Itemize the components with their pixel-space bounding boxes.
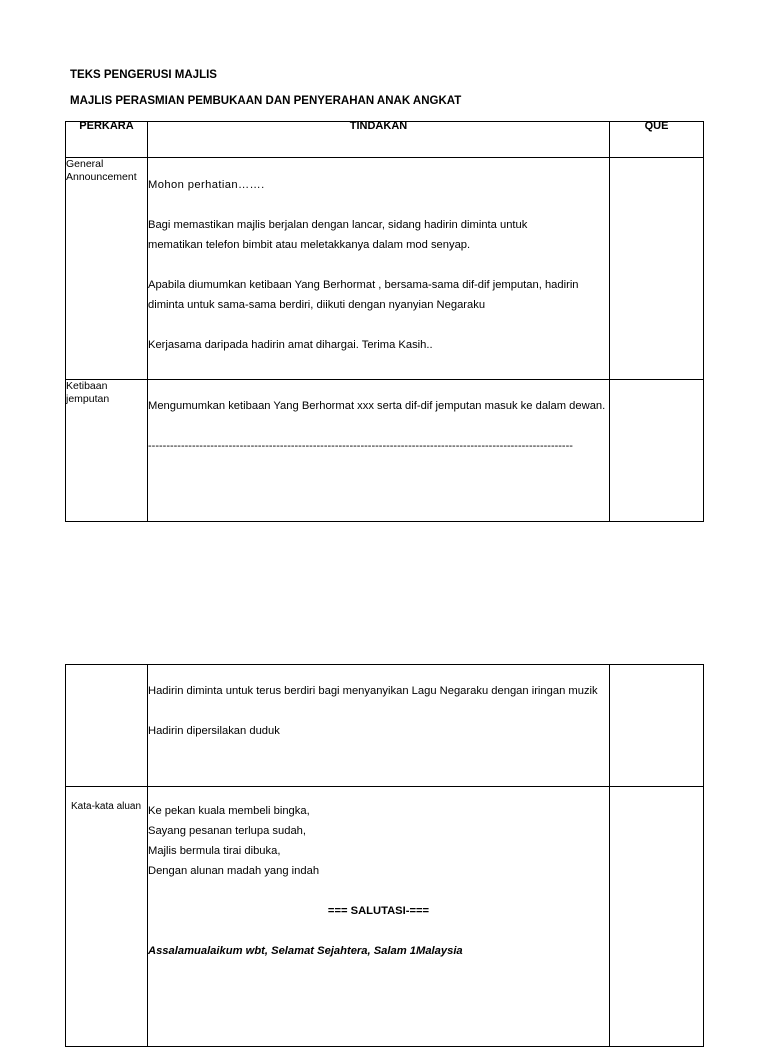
column-header-perkara: PERKARA	[66, 122, 148, 158]
tindakan-text: Kerjasama daripada hadirin amat dihargai. Terima Kasih..	[148, 339, 433, 351]
dotted-line: --------------------------------------------------------------------------------------------------------------------	[148, 440, 573, 452]
que-cell	[610, 787, 704, 1047]
tindakan-text: Apabila diumumkan ketibaan Yang Berhormat , bersama-sama dif-dif jemputan, hadirin	[148, 279, 579, 291]
tindakan-text: mematikan telefon bimbit atau meletakkanya dalam mod senyap.	[148, 239, 471, 251]
perkara-label: Announcement	[66, 171, 137, 183]
table-header-row	[66, 122, 704, 158]
tindakan-cell	[148, 380, 610, 522]
tindakan-cell	[148, 787, 610, 1047]
table-row	[66, 665, 704, 787]
que-cell	[610, 665, 704, 787]
tindakan-text: Mohon perhatian…….	[148, 179, 265, 191]
pantun-line: Dengan alunan madah yang indah	[148, 865, 320, 877]
tindakan-text: Mengumumkan ketibaan Yang Berhormat xxx serta dif-dif jemputan masuk ke dalam dewan.	[148, 400, 606, 412]
program-table-2	[65, 664, 704, 1047]
program-table-1	[65, 121, 704, 522]
tindakan-text: Hadirin diminta untuk terus berdiri bagi menyanyikan Lagu Negaraku dengan iringan muzik	[148, 685, 598, 697]
que-cell	[610, 380, 704, 522]
salutation-heading: === SALUTASI-===	[327, 905, 430, 917]
perkara-cell	[66, 380, 148, 522]
que-cell	[610, 158, 704, 380]
tindakan-cell	[148, 665, 610, 787]
pantun-line: Sayang pesanan terlupa sudah,	[148, 825, 306, 837]
table-row	[66, 158, 704, 380]
perkara-cell	[66, 158, 148, 380]
column-header-tindakan: TINDAKAN	[148, 122, 610, 158]
table-row	[66, 380, 704, 522]
perkara-label: General	[66, 158, 104, 170]
table-row	[66, 787, 704, 1047]
document-title: TEKS PENGERUSI MAJLIS	[70, 69, 217, 81]
perkara-label: Ketibaan	[66, 380, 108, 392]
pantun-line: Ke pekan kuala membeli bingka,	[148, 805, 310, 817]
tindakan-cell	[148, 158, 610, 380]
column-header-que: QUE	[610, 122, 704, 158]
tindakan-text: Bagi memastikan majlis berjalan dengan lancar, sidang hadirin diminta untuk	[148, 219, 528, 231]
perkara-label: Kata-kata aluan	[71, 801, 142, 812]
tindakan-text: diminta untuk sama-sama berdiri, diikuti dengan nyanyian Negaraku	[148, 299, 486, 311]
perkara-label: jemputan	[66, 393, 110, 405]
perkara-cell	[66, 665, 148, 787]
tindakan-text: Hadirin dipersilakan duduk	[148, 725, 280, 737]
document-subtitle: MAJLIS PERASMIAN PEMBUKAAN DAN PENYERAHAN ANAK ANGKAT	[70, 95, 462, 107]
pantun-line: Majlis bermula tirai dibuka,	[148, 845, 281, 857]
salutation-text: Assalamualaikum wbt, Selamat Sejahtera, Salam 1Malaysia	[148, 945, 463, 957]
perkara-cell	[66, 787, 148, 1047]
